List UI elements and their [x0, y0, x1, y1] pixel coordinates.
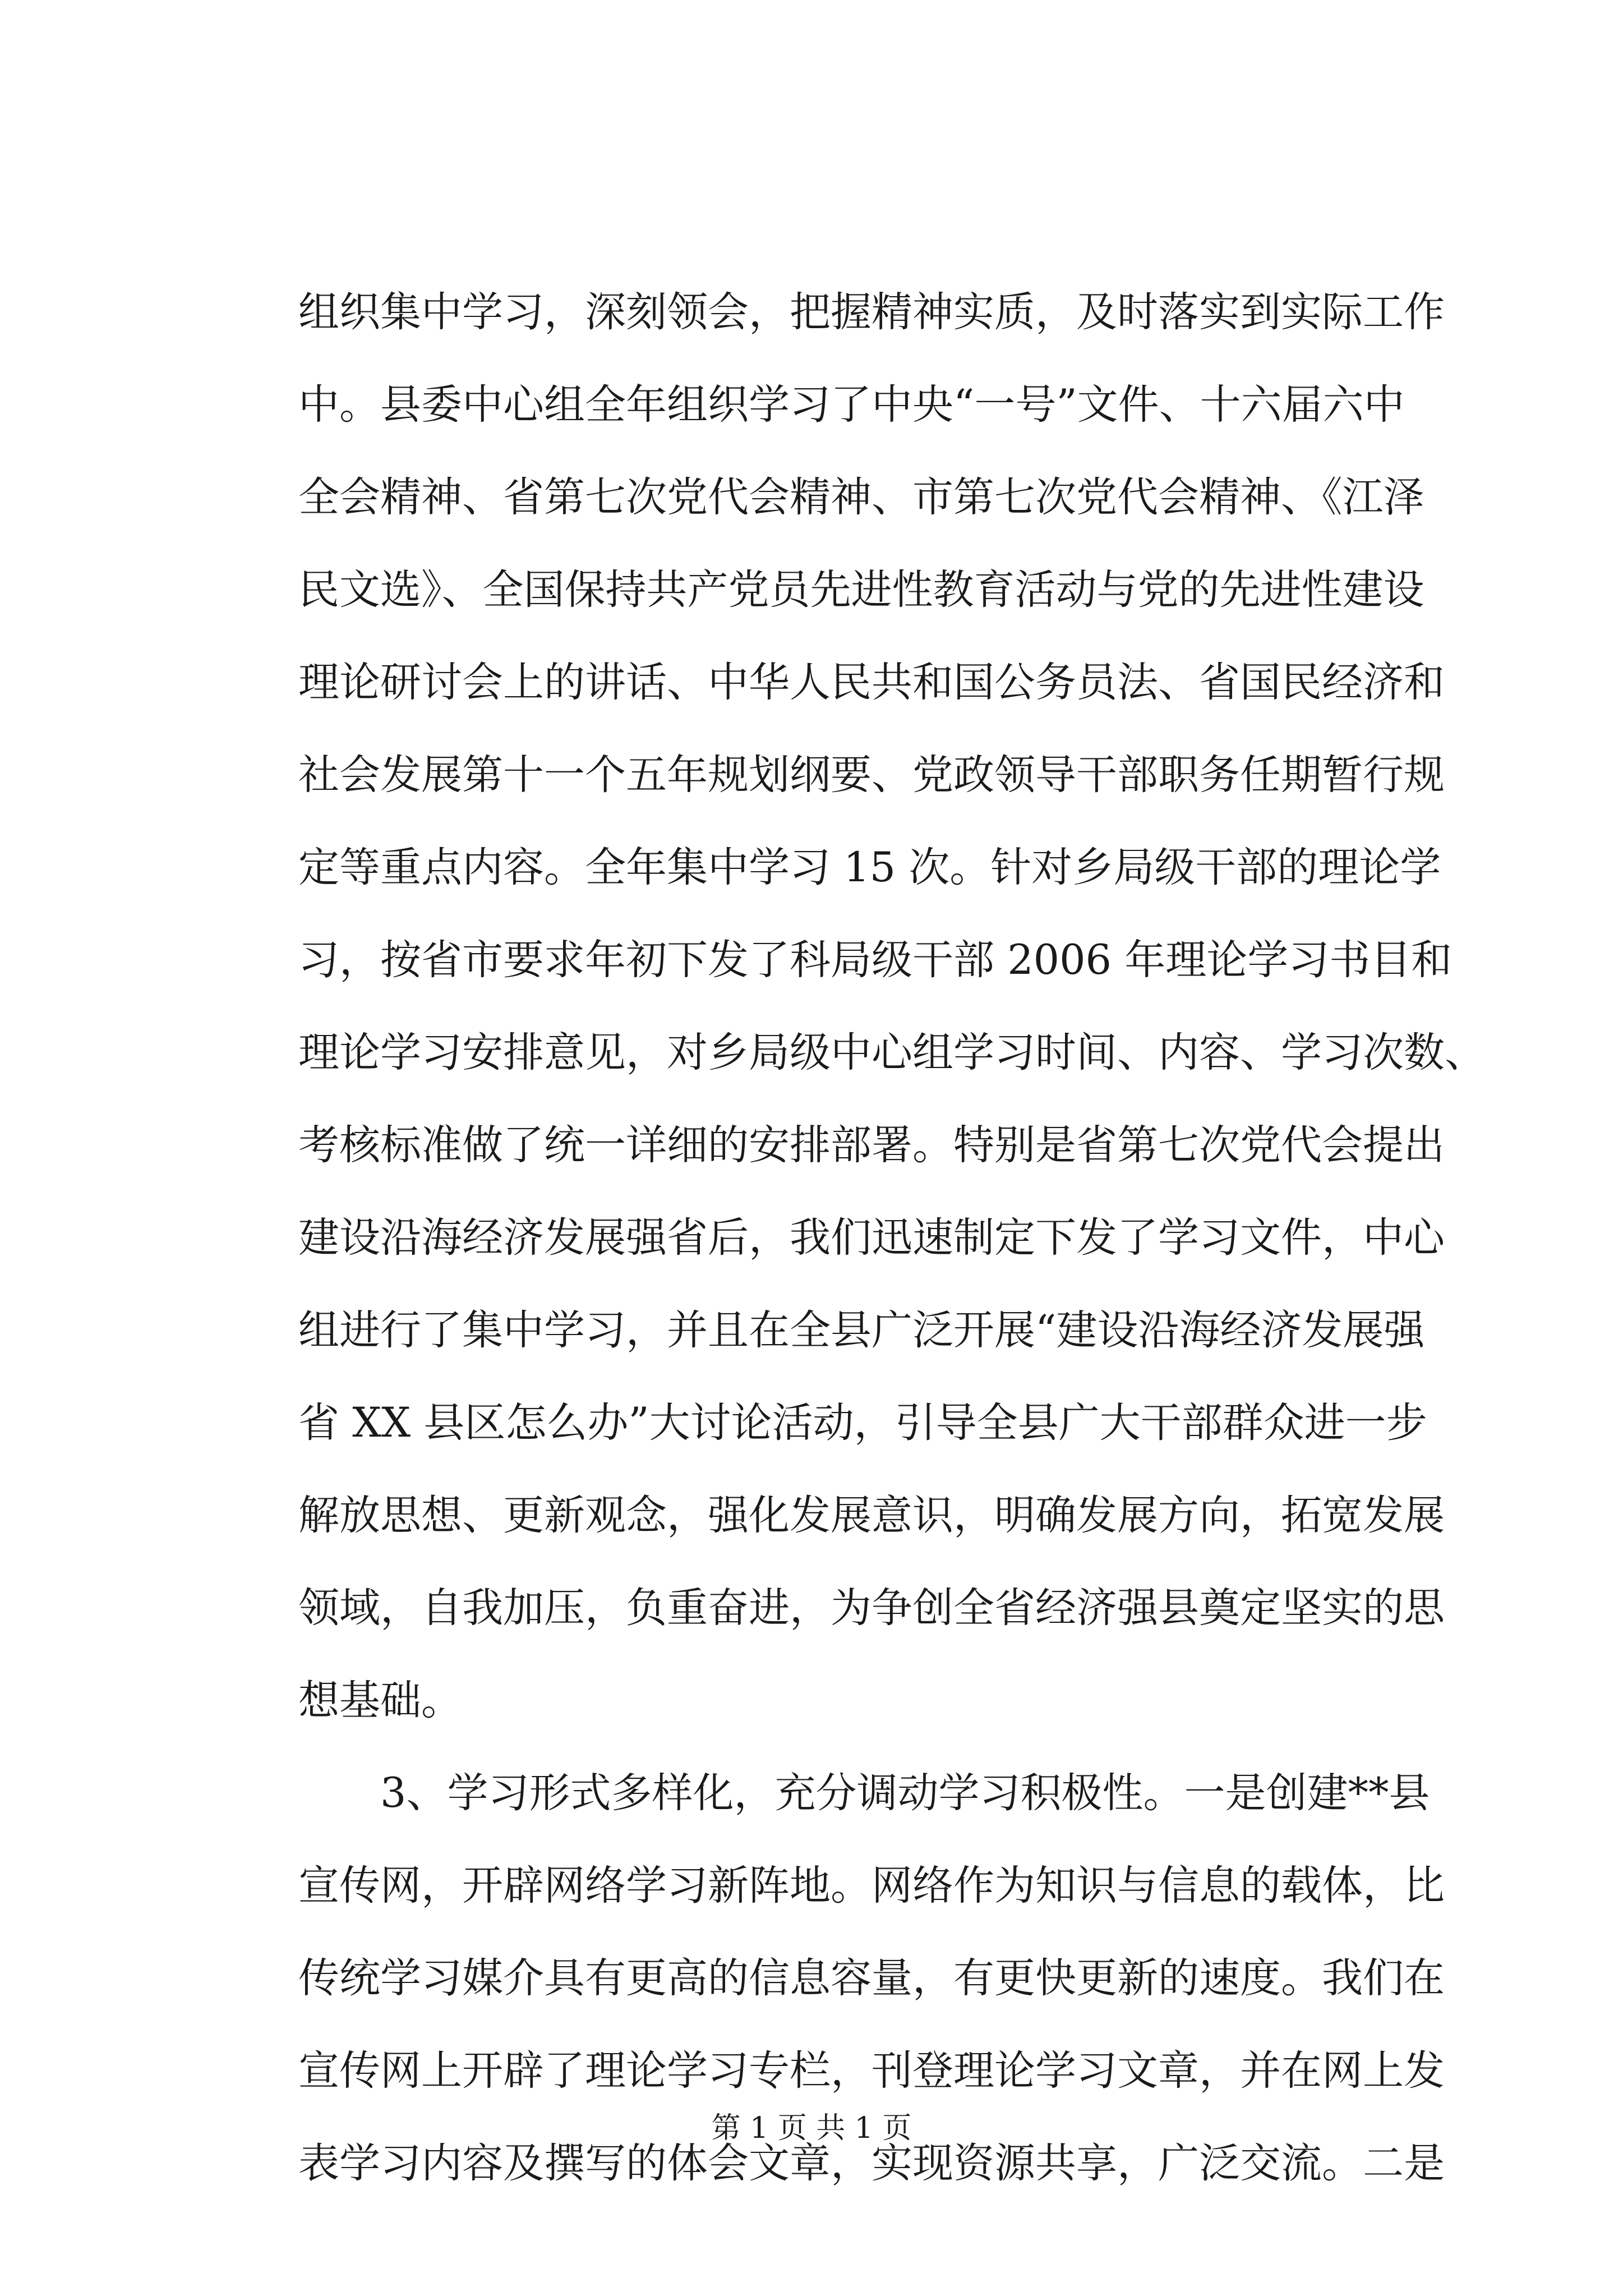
text-line: 理论研讨会上的讲话、中华人民共和国公务员法、省国民经济和: [298, 659, 1445, 706]
text-line: 宣传网上开辟了理论学习专栏，刊登理论学习文章，并在网上发: [298, 2047, 1445, 2095]
text-line: 宣传网，开辟网络学习新阵地。网络作为知识与信息的载体，比: [298, 1862, 1445, 1910]
body-text: [298, 288, 1486, 2235]
text-line: 组织集中学习，深刻领会，把握精神实质，及时落实到实际工作: [298, 288, 1445, 336]
text-line: 民文选》、全国保持共产党员先进性教育活动与党的先进性建设: [298, 566, 1424, 614]
text-line: 中。县委中心组全年组织学习了中央“一号”文件、十六届六中: [298, 381, 1405, 429]
text-line: 理论学习安排意见，对乡局级中心组学习时间、内容、学习次数、: [298, 1029, 1486, 1076]
text-line: 传统学习媒介具有更高的信息容量，有更快更新的速度。我们在: [298, 1954, 1445, 2002]
page-number-footer: 第 1 页 共 1 页: [711, 2111, 912, 2145]
text-line: 定等重点内容。全年集中学习 15 次。针对乡局级干部的理论学: [298, 844, 1441, 891]
text-line: 社会发展第十一个五年规划纲要、党政领导干部职务任期暂行规: [298, 751, 1445, 799]
text-line: 习，按省市要求年初下发了科局级干部 2006 年理论学习书目和: [298, 936, 1453, 984]
text-line: 建设沿海经济发展强省后，我们迅速制定下发了学习文件，中心: [298, 1214, 1445, 1262]
text-line: 想基础。: [298, 1677, 462, 1724]
text-line: 考核标准做了统一详细的安排部署。特别是省第七次党代会提出: [298, 1121, 1445, 1169]
text-line: 全会精神、省第七次党代会精神、市第七次党代会精神、《江泽: [298, 473, 1424, 521]
text-line: 省 XX 县区怎么办”大讨论活动，引导全县广大干部群众进一步: [298, 1399, 1427, 1447]
text-line: 组进行了集中学习，并且在全县广泛开展“建设沿海经济发展强: [298, 1306, 1425, 1354]
text-line: 解放思想、更新观念，强化发展意识，明确发展方向，拓宽发展: [298, 1492, 1445, 1539]
paragraph-start-line: 3、学习形式多样化，充分调动学习积极性。一是创建**县: [380, 1769, 1430, 1817]
text-line: 领域，自我加压，负重奋进，为争创全省经济强县奠定坚实的思: [298, 1584, 1445, 1632]
text-line: 表学习内容及撰写的体会文章，实现资源共享，广泛交流。二是: [298, 2139, 1445, 2187]
